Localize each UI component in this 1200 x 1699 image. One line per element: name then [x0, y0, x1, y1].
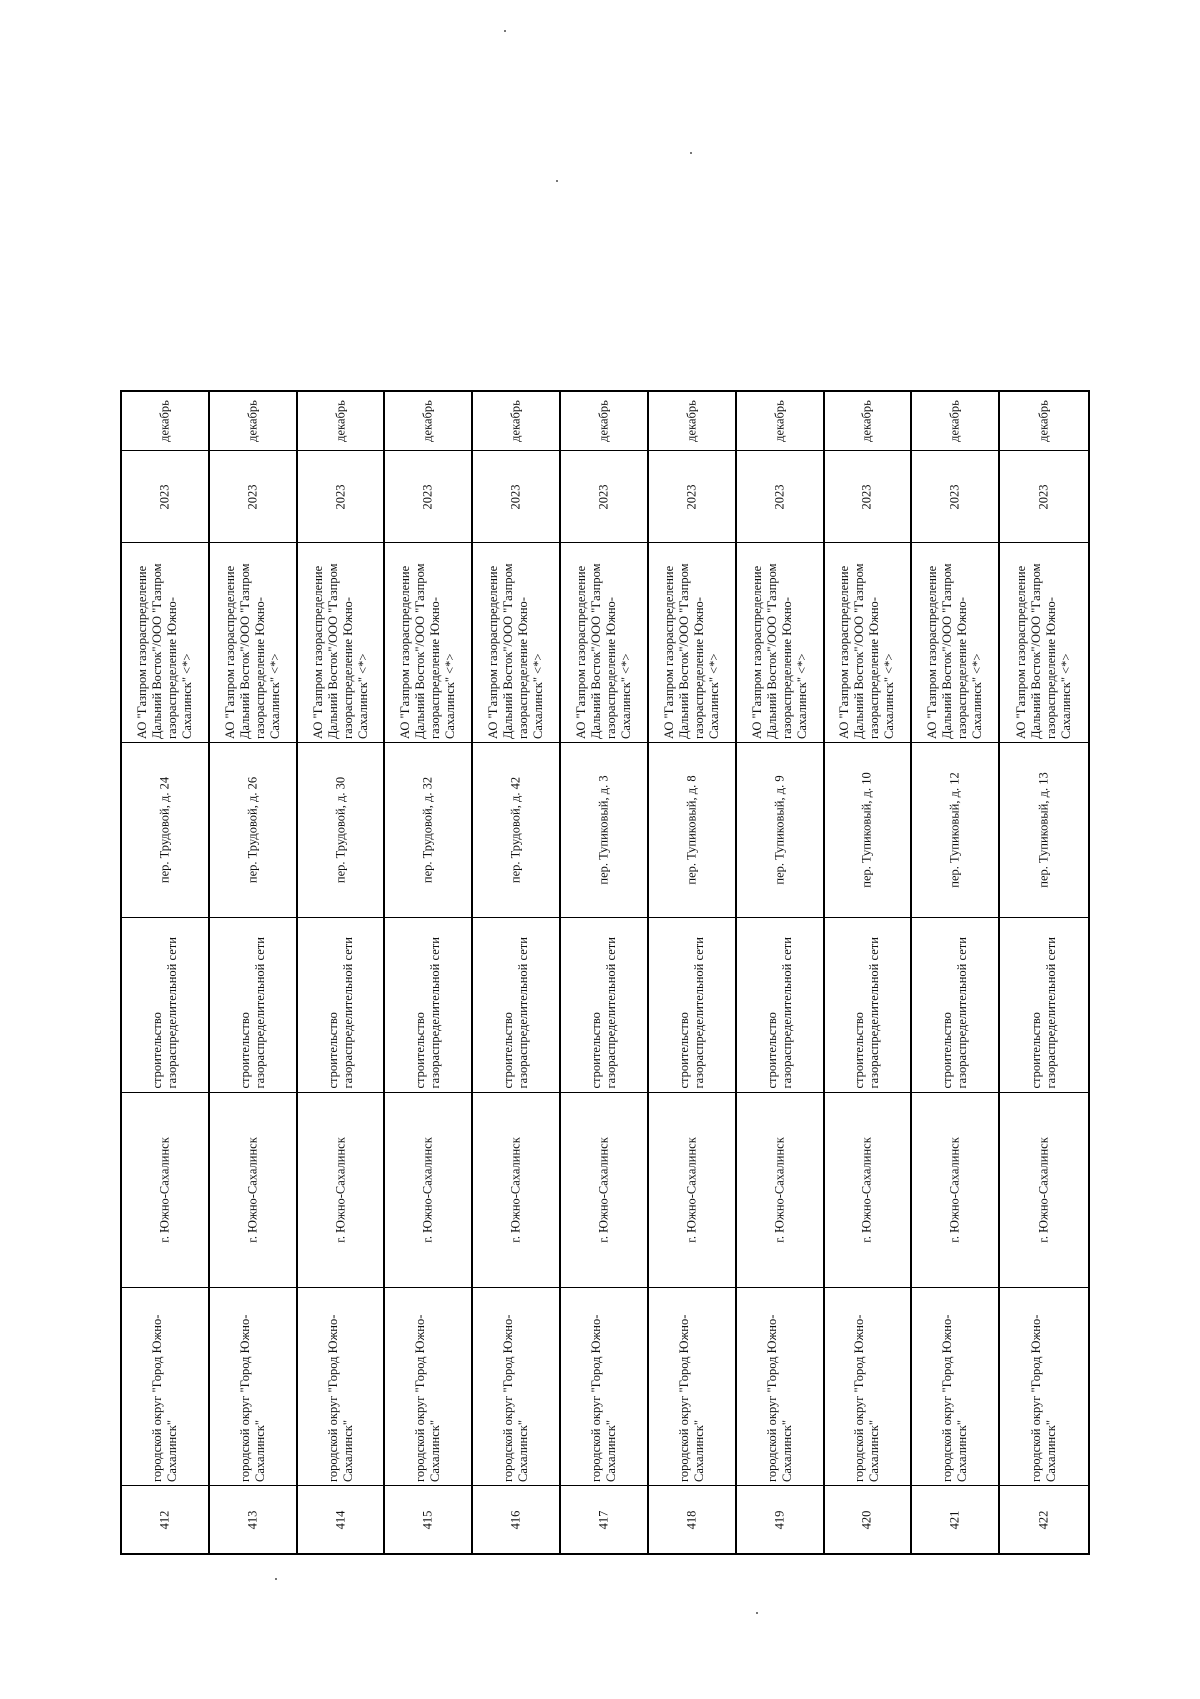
cell-settlement — [298, 1092, 384, 1287]
cell-num — [649, 1485, 735, 1553]
year-text: 2023 — [420, 484, 435, 509]
settlement-text: г. Южно-Сахалинск — [859, 1137, 874, 1243]
address-text: пер. Трудовой, д. 32 — [420, 776, 435, 884]
cell-work — [561, 917, 647, 1092]
num-text: 416 — [508, 1510, 523, 1529]
cell-year — [473, 450, 559, 542]
month-text: декабрь — [684, 400, 699, 442]
year-text: 2023 — [772, 484, 787, 509]
num-text: 420 — [859, 1510, 874, 1529]
scan-speck — [504, 30, 506, 32]
table-row — [825, 392, 913, 1553]
table-row — [210, 392, 298, 1553]
settlement-text: г. Южно-Сахалинск — [420, 1137, 435, 1243]
cell-year — [561, 450, 647, 542]
cell-year — [385, 450, 471, 542]
table-row — [737, 392, 825, 1553]
organization-text: АО "Газпром газораспределение Дальний Восток"/ООО "Газпром газораспределение Южно-Сахалинск" <*> — [310, 562, 370, 739]
num-text: 414 — [333, 1510, 348, 1529]
cell-work — [825, 917, 911, 1092]
settlement-text: г. Южно-Сахалинск — [508, 1137, 523, 1243]
cell-municipality — [122, 1287, 208, 1485]
work-text: строительство газораспределительной сети — [325, 937, 355, 1089]
num-text: 421 — [947, 1510, 962, 1529]
municipality-text: городской округ "Город Южно-Сахалинск" — [940, 1314, 970, 1482]
cell-municipality — [473, 1287, 559, 1485]
work-text: строительство газораспределительной сети — [940, 937, 970, 1089]
address-text: пер. Тупиковый, д. 10 — [859, 772, 874, 888]
month-text: декабрь — [157, 400, 172, 442]
scan-speck — [756, 1612, 758, 1614]
cell-settlement — [122, 1092, 208, 1287]
cell-address — [737, 742, 823, 917]
cell-settlement — [385, 1092, 471, 1287]
work-text: строительство газораспределительной сети — [676, 937, 706, 1089]
cell-num — [385, 1485, 471, 1553]
municipality-text: городской округ "Город Южно-Сахалинск" — [237, 1314, 267, 1482]
cell-organization — [473, 542, 559, 742]
organization-text: АО "Газпром газораспределение Дальний Восток"/ООО "Газпром газораспределение Южно-Сахалинск" <*> — [1014, 562, 1074, 739]
cell-year — [210, 450, 296, 542]
cell-work — [122, 917, 208, 1092]
municipality-text: городской округ "Город Южно-Сахалинск" — [588, 1314, 618, 1482]
address-text: пер. Тупиковый, д. 3 — [596, 775, 611, 885]
cell-address — [649, 742, 735, 917]
cell-work — [912, 917, 998, 1092]
cell-settlement — [210, 1092, 296, 1287]
cell-month — [298, 392, 384, 450]
settlement-text: г. Южно-Сахалинск — [333, 1137, 348, 1243]
cell-municipality — [385, 1287, 471, 1485]
work-text: строительство газораспределительной сети — [413, 937, 443, 1089]
year-text: 2023 — [859, 484, 874, 509]
cell-work — [737, 917, 823, 1092]
scan-speck — [690, 152, 692, 154]
municipality-text: городской округ "Город Южно-Сахалинск" — [501, 1314, 531, 1482]
cell-work — [1000, 917, 1088, 1092]
cell-address — [825, 742, 911, 917]
cell-organization — [210, 542, 296, 742]
organization-text: АО "Газпром газораспределение Дальний Восток"/ООО "Газпром газораспределение Южно-Сахалинск" <*> — [661, 562, 721, 739]
table-row — [912, 392, 1000, 1553]
address-text: пер. Тупиковый, д. 8 — [684, 775, 699, 885]
cell-address — [1000, 742, 1088, 917]
num-text: 415 — [420, 1510, 435, 1529]
municipality-text: городской округ "Город Южно-Сахалинск" — [413, 1314, 443, 1482]
cell-settlement — [473, 1092, 559, 1287]
cell-num — [298, 1485, 384, 1553]
table-row — [298, 392, 386, 1553]
table-row — [561, 392, 649, 1553]
cell-num — [473, 1485, 559, 1553]
municipality-text: городской округ "Город Южно-Сахалинск" — [764, 1314, 794, 1482]
cell-settlement — [649, 1092, 735, 1287]
month-text: декабрь — [772, 400, 787, 442]
cell-organization — [298, 542, 384, 742]
cell-address — [298, 742, 384, 917]
organization-text: АО "Газпром газораспределение Дальний Восток"/ООО "Газпром газораспределение Южно-Сахалинск" <*> — [749, 562, 809, 739]
year-text: 2023 — [596, 484, 611, 509]
organization-text: АО "Газпром газораспределение Дальний Восток"/ООО "Газпром газораспределение Южно-Сахалинск" <*> — [222, 562, 282, 739]
address-text: пер. Трудовой, д. 30 — [333, 776, 348, 884]
cell-municipality — [1000, 1287, 1088, 1485]
cell-num — [912, 1485, 998, 1553]
month-text: декабрь — [596, 400, 611, 442]
cell-settlement — [912, 1092, 998, 1287]
address-text: пер. Тупиковый, д. 9 — [772, 775, 787, 885]
work-text: строительство газораспределительной сети — [501, 937, 531, 1089]
work-text: строительство газораспределительной сети — [149, 937, 179, 1089]
work-text: строительство газораспределительной сети — [1029, 937, 1059, 1089]
settlement-text: г. Южно-Сахалинск — [684, 1137, 699, 1243]
organization-text: АО "Газпром газораспределение Дальний Восток"/ООО "Газпром газораспределение Южно-Сахалинск" <*> — [398, 562, 458, 739]
municipality-text: городской округ "Город Южно-Сахалинск" — [1029, 1314, 1059, 1482]
cell-month — [912, 392, 998, 450]
table-row — [1000, 392, 1088, 1553]
cell-municipality — [298, 1287, 384, 1485]
cell-address — [912, 742, 998, 917]
num-text: 422 — [1036, 1510, 1051, 1529]
address-text: пер. Трудовой, д. 26 — [245, 776, 260, 884]
cell-municipality — [737, 1287, 823, 1485]
municipality-text: городской округ "Город Южно-Сахалинск" — [149, 1314, 179, 1482]
organization-text: АО "Газпром газораспределение Дальний Восток"/ООО "Газпром газораспределение Южно-Сахалинск" <*> — [573, 562, 633, 739]
cell-month — [122, 392, 208, 450]
cell-municipality — [912, 1287, 998, 1485]
cell-month — [737, 392, 823, 450]
organization-text: АО "Газпром газораспределение Дальний Восток"/ООО "Газпром газораспределение Южно-Сахалинск" <*> — [925, 562, 985, 739]
cell-num — [737, 1485, 823, 1553]
table-row — [649, 392, 737, 1553]
work-text: строительство газораспределительной сети — [764, 937, 794, 1089]
year-text: 2023 — [245, 484, 260, 509]
month-text: декабрь — [859, 400, 874, 442]
num-text: 419 — [772, 1510, 787, 1529]
month-text: декабрь — [508, 400, 523, 442]
cell-year — [298, 450, 384, 542]
cell-settlement — [737, 1092, 823, 1287]
work-text: строительство газораспределительной сети — [588, 937, 618, 1089]
cell-work — [385, 917, 471, 1092]
num-text: 412 — [157, 1510, 172, 1529]
num-text: 417 — [596, 1510, 611, 1529]
scan-speck — [275, 1578, 277, 1580]
table-row — [122, 392, 210, 1553]
cell-organization — [912, 542, 998, 742]
year-text: 2023 — [1036, 484, 1051, 509]
cell-organization — [737, 542, 823, 742]
cell-address — [385, 742, 471, 917]
month-text: декабрь — [245, 400, 260, 442]
cell-address — [473, 742, 559, 917]
cell-month — [825, 392, 911, 450]
cell-month — [649, 392, 735, 450]
cell-year — [825, 450, 911, 542]
settlement-text: г. Южно-Сахалинск — [772, 1137, 787, 1243]
cell-organization — [1000, 542, 1088, 742]
month-text: декабрь — [333, 400, 348, 442]
work-text: строительство газораспределительной сети — [237, 937, 267, 1089]
cell-year — [649, 450, 735, 542]
month-text: декабрь — [420, 400, 435, 442]
scan-speck — [556, 180, 558, 182]
cell-municipality — [561, 1287, 647, 1485]
cell-settlement — [825, 1092, 911, 1287]
cell-month — [1000, 392, 1088, 450]
cell-month — [385, 392, 471, 450]
num-text: 413 — [245, 1510, 260, 1529]
cell-settlement — [1000, 1092, 1088, 1287]
table-row — [385, 392, 473, 1553]
cell-address — [210, 742, 296, 917]
cell-organization — [649, 542, 735, 742]
address-text: пер. Тупиковый, д. 13 — [1036, 772, 1051, 888]
cell-organization — [561, 542, 647, 742]
cell-address — [122, 742, 208, 917]
month-text: декабрь — [1036, 400, 1051, 442]
settlement-text: г. Южно-Сахалинск — [1036, 1137, 1051, 1243]
cell-num — [1000, 1485, 1088, 1553]
organization-text: АО "Газпром газораспределение Дальний Восток"/ООО "Газпром газораспределение Южно-Сахалинск" <*> — [486, 562, 546, 739]
registry-table — [120, 390, 1090, 1555]
organization-text: АО "Газпром газораспределение Дальний Восток"/ООО "Газпром газораспределение Южно-Сахалинск" <*> — [837, 562, 897, 739]
year-text: 2023 — [947, 484, 962, 509]
cell-year — [912, 450, 998, 542]
cell-municipality — [649, 1287, 735, 1485]
cell-organization — [385, 542, 471, 742]
cell-month — [210, 392, 296, 450]
cell-year — [737, 450, 823, 542]
cell-work — [649, 917, 735, 1092]
settlement-text: г. Южно-Сахалинск — [157, 1137, 172, 1243]
cell-year — [122, 450, 208, 542]
year-text: 2023 — [508, 484, 523, 509]
cell-address — [561, 742, 647, 917]
cell-year — [1000, 450, 1088, 542]
settlement-text: г. Южно-Сахалинск — [596, 1137, 611, 1243]
year-text: 2023 — [684, 484, 699, 509]
year-text: 2023 — [157, 484, 172, 509]
cell-municipality — [825, 1287, 911, 1485]
municipality-text: городской округ "Город Южно-Сахалинск" — [325, 1314, 355, 1482]
cell-work — [210, 917, 296, 1092]
address-text: пер. Тупиковый, д. 12 — [947, 772, 962, 888]
cell-month — [473, 392, 559, 450]
work-text: строительство газораспределительной сети — [852, 937, 882, 1089]
cell-municipality — [210, 1287, 296, 1485]
address-text: пер. Трудовой, д. 42 — [508, 776, 523, 884]
cell-organization — [122, 542, 208, 742]
municipality-text: городской округ "Город Южно-Сахалинск" — [852, 1314, 882, 1482]
municipality-text: городской округ "Город Южно-Сахалинск" — [676, 1314, 706, 1482]
cell-work — [473, 917, 559, 1092]
organization-text: АО "Газпром газораспределение Дальний Восток"/ООО "Газпром газораспределение Южно-Сахалинск" <*> — [134, 562, 194, 739]
cell-num — [210, 1485, 296, 1553]
cell-num — [825, 1485, 911, 1553]
cell-organization — [825, 542, 911, 742]
month-text: декабрь — [947, 400, 962, 442]
num-text: 418 — [684, 1510, 699, 1529]
year-text: 2023 — [333, 484, 348, 509]
cell-month — [561, 392, 647, 450]
cell-num — [561, 1485, 647, 1553]
cell-num — [122, 1485, 208, 1553]
cell-settlement — [561, 1092, 647, 1287]
address-text: пер. Трудовой, д. 24 — [157, 776, 172, 884]
table-row — [473, 392, 561, 1553]
settlement-text: г. Южно-Сахалинск — [245, 1137, 260, 1243]
settlement-text: г. Южно-Сахалинск — [947, 1137, 962, 1243]
cell-work — [298, 917, 384, 1092]
